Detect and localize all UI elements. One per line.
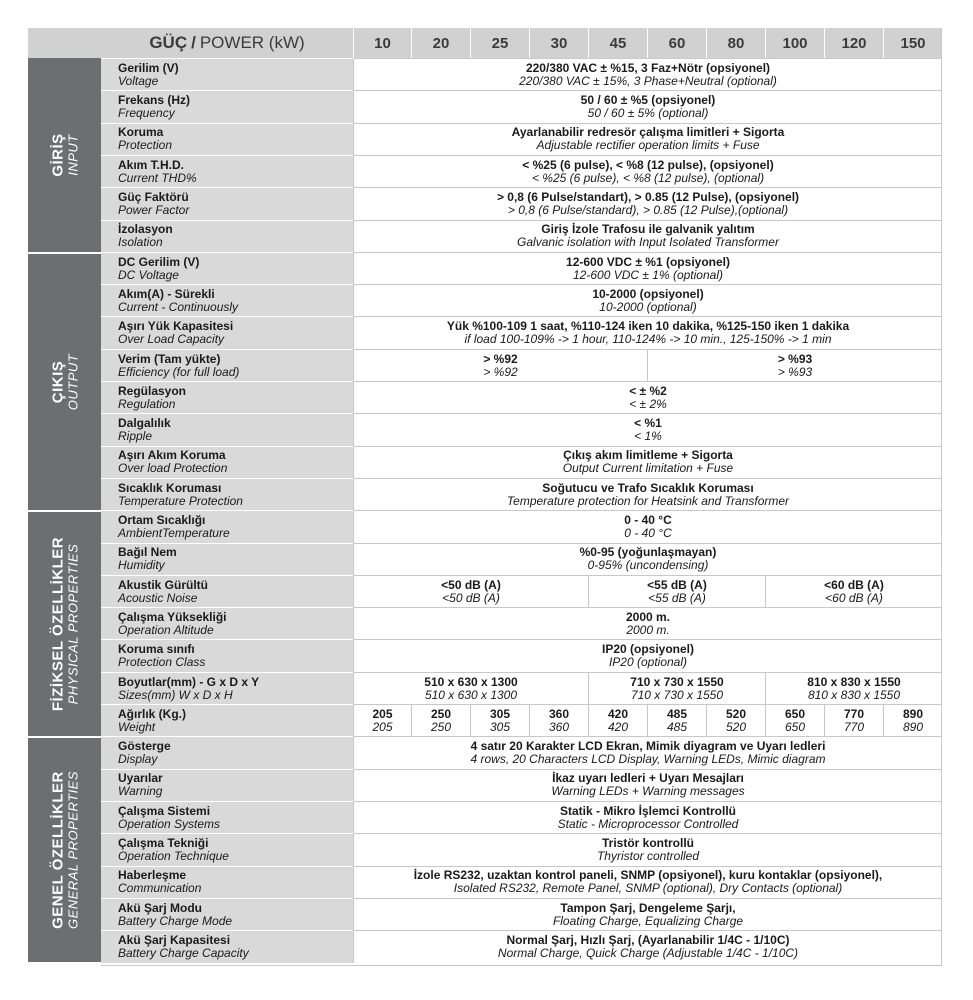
spec-value-en: Static - Microprocessor Controlled (557, 816, 739, 831)
spec-value-en: Isolated RS232, Remote Panel, SNMP (optional), Dry Contacts (optional) (453, 881, 843, 896)
spec-value-tr: %0-95 (yoğunlaşmayan) (579, 545, 717, 560)
spec-value-en: 420 (607, 719, 629, 734)
row-label-tr: İzolasyon (118, 222, 173, 237)
row-label-tr: Sıcaklık Koruması (118, 480, 222, 495)
spec-value-en: 205 (372, 719, 393, 734)
spec-value-en: 250 (430, 719, 452, 734)
spec-value-en: 10-2000 (optional) (599, 299, 697, 314)
spec-value (353, 187, 942, 220)
spec-value-en: Temperature protection for Heatsink and Transformer (506, 493, 790, 508)
spec-value-tr: Yük %100-109 1 saat, %110-124 iken 10 dakika, %125-150 iken 1 dakika (446, 319, 850, 334)
spec-value-en: 0 - 40 °C (624, 526, 672, 541)
spec-value-en: Output Current limitation + Fuse (562, 461, 734, 476)
row-label (101, 252, 353, 285)
section-title-tr: FİZİKSEL ÖZELLİKLER (48, 537, 66, 712)
row-label-tr: Haberleşme (118, 868, 187, 883)
power-column-header: 120 (824, 28, 883, 58)
spec-value-tr: 10-2000 (opsiyonel) (592, 286, 704, 301)
power-column-header: 45 (588, 28, 647, 58)
spec-value (470, 704, 529, 737)
header-title-en: POWER (kW) (199, 33, 305, 52)
section-title-tr: GİRİŞ (48, 133, 66, 177)
spec-value-tr: 205 (372, 706, 393, 721)
spec-value-en: Adjustable rectifier operation limits + Fuse (536, 138, 760, 153)
row-label-en: Display (118, 752, 158, 767)
row-label (101, 736, 353, 769)
spec-value-tr: 12-600 VDC ± %1 (opsiyonel) (566, 254, 730, 269)
row-label-en: Regulation (118, 396, 176, 411)
row-label-tr: Gerilim (V) (118, 60, 179, 75)
spec-value-en: < ± 2% (629, 396, 667, 411)
spec-value-en: <50 dB (A) (442, 590, 500, 605)
spec-value-tr: > %93 (777, 351, 813, 366)
spec-value-en: 0-95% (uncondensing) (587, 558, 709, 573)
spec-value-tr: > %92 (483, 351, 518, 366)
row-label-en: Warning (118, 784, 163, 799)
spec-value (765, 704, 824, 737)
power-column-header: 60 (647, 28, 706, 58)
spec-value (353, 349, 647, 382)
spec-value-tr: 250 (430, 706, 452, 721)
section-title (50, 133, 79, 176)
section-title (50, 537, 79, 711)
row-label-tr: Aşırı Akım Koruma (118, 448, 226, 463)
spec-value (706, 704, 765, 737)
spec-value-en: IP20 (optional) (608, 655, 688, 670)
spec-value-tr: Soğutucu ve Trafo Sıcaklık Koruması (542, 480, 754, 495)
spec-value-en: 485 (666, 719, 688, 734)
row-label-en: Protection (118, 138, 173, 153)
header-title-tr: GÜÇ (149, 33, 188, 52)
spec-value-en: < %25 (6 pulse), < %8 (12 pulse), (optional) (531, 170, 765, 185)
row-label-en: Ripple (118, 429, 153, 444)
row-label (101, 123, 353, 156)
spec-value (353, 543, 942, 576)
table-bottom-border (101, 965, 942, 966)
row-label-en: Communication (118, 881, 202, 896)
row-label-tr: Çalışma Yüksekliği (118, 609, 227, 624)
section-title-en: OUTPUT (64, 353, 80, 411)
spec-value (353, 446, 942, 479)
row-label (101, 220, 353, 253)
section-input (28, 58, 101, 252)
section-title (50, 354, 79, 410)
row-label (101, 478, 353, 511)
spec-value-tr: İkaz uyarı ledleri + Uyarı Mesajları (552, 771, 744, 786)
row-label-tr: Güç Faktörü (118, 190, 189, 205)
power-column-header: 100 (765, 28, 824, 58)
row-label (101, 801, 353, 834)
spec-value-tr: <50 dB (A) (441, 577, 501, 592)
section-title (50, 771, 79, 929)
row-label (101, 930, 353, 963)
row-label-en: Frequency (118, 106, 175, 121)
row-label-en: Operation Technique (118, 849, 229, 864)
row-label-en: Battery Charge Capacity (118, 945, 249, 960)
row-label-en: Efficiency (for full load) (118, 364, 240, 379)
row-label (101, 155, 353, 188)
row-label (101, 607, 353, 640)
spec-value (765, 575, 942, 608)
spec-value-tr: Tristör kontrollü (601, 836, 694, 851)
spec-value-tr: Statik - Mikro İşlemci Kontrollü (559, 803, 737, 818)
row-label-tr: Bağıl Nem (118, 545, 177, 560)
spec-value-tr: < %25 (6 pulse), < %8 (12 pulse), (opsiyonel) (522, 157, 774, 172)
spec-value (765, 672, 942, 705)
spec-value (353, 607, 942, 640)
spec-value-tr: > 0,8 (6 Pulse/standart), > 0.85 (12 Pulse), (opsiyonel) (496, 190, 800, 205)
row-label-tr: Boyutlar(mm) - G x D x Y (118, 674, 260, 689)
spec-value (353, 155, 942, 188)
row-label-en: Over Load Capacity (118, 332, 225, 347)
spec-value (353, 866, 942, 899)
spec-value-tr: 710 x 730 x 1550 (630, 674, 724, 689)
spec-value-tr: Ayarlanabilir redresör çalışma limitleri + Sigorta (511, 125, 785, 140)
spec-value-tr: 50 / 60 ± %5 (opsiyonel) (580, 93, 716, 108)
row-label-en: Operation Altitude (118, 622, 214, 637)
spec-value (353, 58, 942, 91)
row-label (101, 866, 353, 899)
spec-value-tr: 485 (666, 706, 688, 721)
spec-value-en: if load 100-109% -> 1 hour, 110-124% -> 10 min., 125-150% -> 1 min (464, 332, 832, 347)
section-title-tr: GENEL ÖZELLİKLER (48, 771, 66, 930)
spec-value-en: 2000 m. (626, 622, 670, 637)
spec-value (353, 704, 411, 737)
spec-value (353, 510, 942, 543)
spec-value (353, 413, 942, 446)
row-label (101, 543, 353, 576)
row-label (101, 446, 353, 479)
row-label (101, 639, 353, 672)
row-label-tr: Akü Şarj Kapasitesi (118, 932, 231, 947)
row-label-en: Current - Continuously (118, 299, 239, 314)
spec-value-tr: 650 (784, 706, 806, 721)
row-label-tr: Akü Şarj Modu (118, 900, 203, 915)
spec-value (588, 672, 765, 705)
row-label-tr: Regülasyon (118, 383, 187, 398)
spec-value-en: 510 x 630 x 1300 (424, 687, 518, 702)
row-label-tr: Verim (Tam yükte) (118, 351, 221, 366)
spec-value-en: 305 (489, 719, 511, 734)
section-title-en: INPUT (64, 134, 80, 176)
spec-value (353, 478, 942, 511)
spec-value-tr: 360 (548, 706, 570, 721)
row-label (101, 898, 353, 931)
spec-value-tr: Tampon Şarj, Dengeleme Şarjı, (560, 900, 736, 915)
spec-value-tr: Normal Şarj, Hızlı Şarj, (Ayarlanabilir 1/4C - 1/10C) (506, 932, 790, 947)
spec-value (647, 349, 942, 382)
row-label (101, 316, 353, 349)
spec-value-tr: 420 (607, 706, 629, 721)
row-label-tr: Ağırlık (Kg.) (118, 706, 186, 721)
spec-value (353, 930, 942, 963)
section-physical (28, 512, 101, 736)
row-label-tr: Dalgalılık (118, 416, 171, 431)
spec-value-tr: 810 x 830 x 1550 (807, 674, 901, 689)
section-title-tr: ÇIKIŞ (48, 360, 66, 404)
row-label-en: Battery Charge Mode (118, 913, 233, 928)
spec-value (353, 90, 942, 123)
row-label-en: Humidity (118, 558, 165, 573)
row-label-tr: Koruma sınıfı (118, 642, 195, 657)
row-label (101, 833, 353, 866)
power-column-header: 25 (470, 28, 529, 58)
spec-value (353, 316, 942, 349)
power-column-header: 20 (411, 28, 470, 58)
row-label-en: Over load Protection (118, 461, 228, 476)
row-label-en: AmbientTemperature (118, 526, 230, 541)
row-label (101, 90, 353, 123)
spec-value-en: Normal Charge, Quick Charge (Adjustable 1/4C - 1/10C) (497, 945, 799, 960)
row-label-en: Operation Systems (118, 816, 221, 831)
row-label-en: Current THD% (118, 170, 197, 185)
spec-value-tr: 2000 m. (625, 609, 671, 624)
row-label-en: Weight (118, 719, 156, 734)
power-column-header: 10 (353, 28, 411, 58)
section-general (28, 738, 101, 962)
spec-value-en: <55 dB (A) (648, 590, 706, 605)
spec-value-tr: 0 - 40 °C (624, 513, 672, 528)
row-label-tr: Gösterge (118, 739, 171, 754)
spec-value (411, 704, 470, 737)
spec-value-tr: Çıkış akım limitleme + Sigorta (563, 448, 733, 463)
spec-value (353, 575, 588, 608)
spec-value-en: > %93 (777, 364, 813, 379)
spec-value (883, 704, 942, 737)
spec-value (353, 898, 942, 931)
spec-value (824, 704, 883, 737)
spec-value (353, 252, 942, 285)
row-label-tr: Ortam Sıcaklığı (118, 513, 206, 528)
spec-value-tr: 510 x 630 x 1300 (424, 674, 518, 689)
row-label-tr: Akım T.H.D. (118, 157, 185, 172)
spec-value-tr: < %1 (634, 416, 662, 431)
spec-value-tr: < ± %2 (629, 383, 667, 398)
spec-value (353, 833, 942, 866)
row-label-en: Temperature Protection (118, 493, 243, 508)
row-label-tr: Akım(A) - Sürekli (118, 286, 215, 301)
row-label (101, 413, 353, 446)
row-label (101, 769, 353, 802)
spec-value-tr: 520 (725, 706, 747, 721)
row-label-tr: Çalışma Tekniği (118, 836, 209, 851)
spec-value (353, 672, 588, 705)
spec-value (353, 769, 942, 802)
spec-value-tr: <55 dB (A) (647, 577, 707, 592)
spec-value-tr: <60 dB (A) (824, 577, 884, 592)
spec-value-en: < 1% (634, 429, 662, 444)
spec-value-tr: 4 satır 20 Karakter LCD Ekran, Mimik diyagram ve Uyarı ledleri (470, 739, 826, 754)
row-label-en: Power Factor (118, 203, 190, 218)
power-column-header: 150 (883, 28, 942, 58)
spec-value-tr: 890 (902, 706, 924, 721)
row-label-en: DC Voltage (118, 267, 179, 282)
spec-value-en: 4 rows, 20 Characters LCD Display, Warning LEDs, Mimic diagram (470, 752, 826, 767)
row-label-tr: Akustik Gürültü (118, 577, 209, 592)
section-output (28, 254, 101, 510)
row-label-tr: Frekans (Hz) (118, 93, 191, 108)
spec-value-en: 650 (784, 719, 806, 734)
spec-value-en: 12-600 VDC ± 1% (optional) (573, 267, 723, 282)
spec-value-en: > 0,8 (6 Pulse/standard), > 0.85 (12 Pulse),(optional) (507, 203, 789, 218)
header-title (101, 28, 353, 58)
row-label (101, 510, 353, 543)
spec-value-en: Galvanic isolation with Input Isolated Transformer (517, 235, 779, 250)
power-column-header: 30 (529, 28, 588, 58)
row-label-tr: Aşırı Yük Kapasitesi (118, 319, 234, 334)
row-label (101, 284, 353, 317)
spec-value-en: <60 dB (A) (825, 590, 883, 605)
spec-value-tr: İzole RS232, uzaktan kontrol paneli, SNMP (opsiyonel), kuru kontaklar (opsiyonel), (413, 868, 883, 883)
row-label-en: Acoustic Noise (118, 590, 198, 605)
spec-value-en: 710 x 730 x 1550 (630, 687, 724, 702)
row-label-en: Sizes(mm) W x D x H (118, 687, 233, 702)
spec-value (353, 220, 942, 253)
table-right-border (941, 28, 942, 966)
spec-value (588, 575, 765, 608)
spec-value-en: Warning LEDs + Warning messages (551, 784, 745, 799)
row-label-en: Voltage (118, 73, 159, 88)
spec-value-en: > %92 (483, 364, 518, 379)
row-label-tr: Koruma (118, 125, 164, 140)
spec-value-en: 810 x 830 x 1550 (807, 687, 901, 702)
spec-value (588, 704, 647, 737)
spec-value (353, 736, 942, 769)
spec-value-en: 360 (548, 719, 570, 734)
row-label (101, 381, 353, 414)
spec-value-en: 220/380 VAC ± 15%, 3 Phase+Neutral (optional) (519, 73, 777, 88)
spec-value-en: Thyristor controlled (596, 849, 700, 864)
spec-value (353, 284, 942, 317)
spec-value (529, 704, 588, 737)
spec-value-en: 770 (843, 719, 865, 734)
spec-value-tr: Giriş İzole Trafosu ile galvanik yalıtım (541, 222, 755, 237)
spec-value-en: 50 / 60 ± 5% (optional) (587, 106, 709, 121)
row-label-tr: DC Gerilim (V) (118, 254, 200, 269)
spec-value (353, 381, 942, 414)
spec-value-tr: 770 (843, 706, 865, 721)
row-label (101, 704, 353, 737)
row-label-en: Isolation (118, 235, 163, 250)
row-label (101, 575, 353, 608)
spec-value-en: 890 (902, 719, 924, 734)
row-label-tr: Çalışma Sistemi (118, 803, 211, 818)
spec-value (353, 801, 942, 834)
spec-value-en: Floating Charge, Equalizing Charge (552, 913, 744, 928)
row-label-en: Protection Class (118, 655, 206, 670)
spec-value (353, 639, 942, 672)
section-title-en: GENERAL PROPERTIES (64, 771, 80, 930)
spec-value-tr: IP20 (opsiyonel) (601, 642, 695, 657)
spec-value (353, 123, 942, 156)
spec-value (647, 704, 706, 737)
spec-value-en: 520 (725, 719, 747, 734)
spec-value-tr: 220/380 VAC ± %15, 3 Faz+Nötr (opsiyonel) (525, 60, 771, 75)
row-label-tr: Uyarılar (118, 771, 163, 786)
section-title-en: PHYSICAL PROPERTIES (64, 543, 80, 705)
row-label (101, 58, 353, 91)
row-label (101, 672, 353, 705)
row-label (101, 187, 353, 220)
spec-value-tr: 305 (489, 706, 511, 721)
row-label (101, 349, 353, 382)
power-column-header: 80 (706, 28, 765, 58)
header-title-separator: / (191, 33, 196, 52)
